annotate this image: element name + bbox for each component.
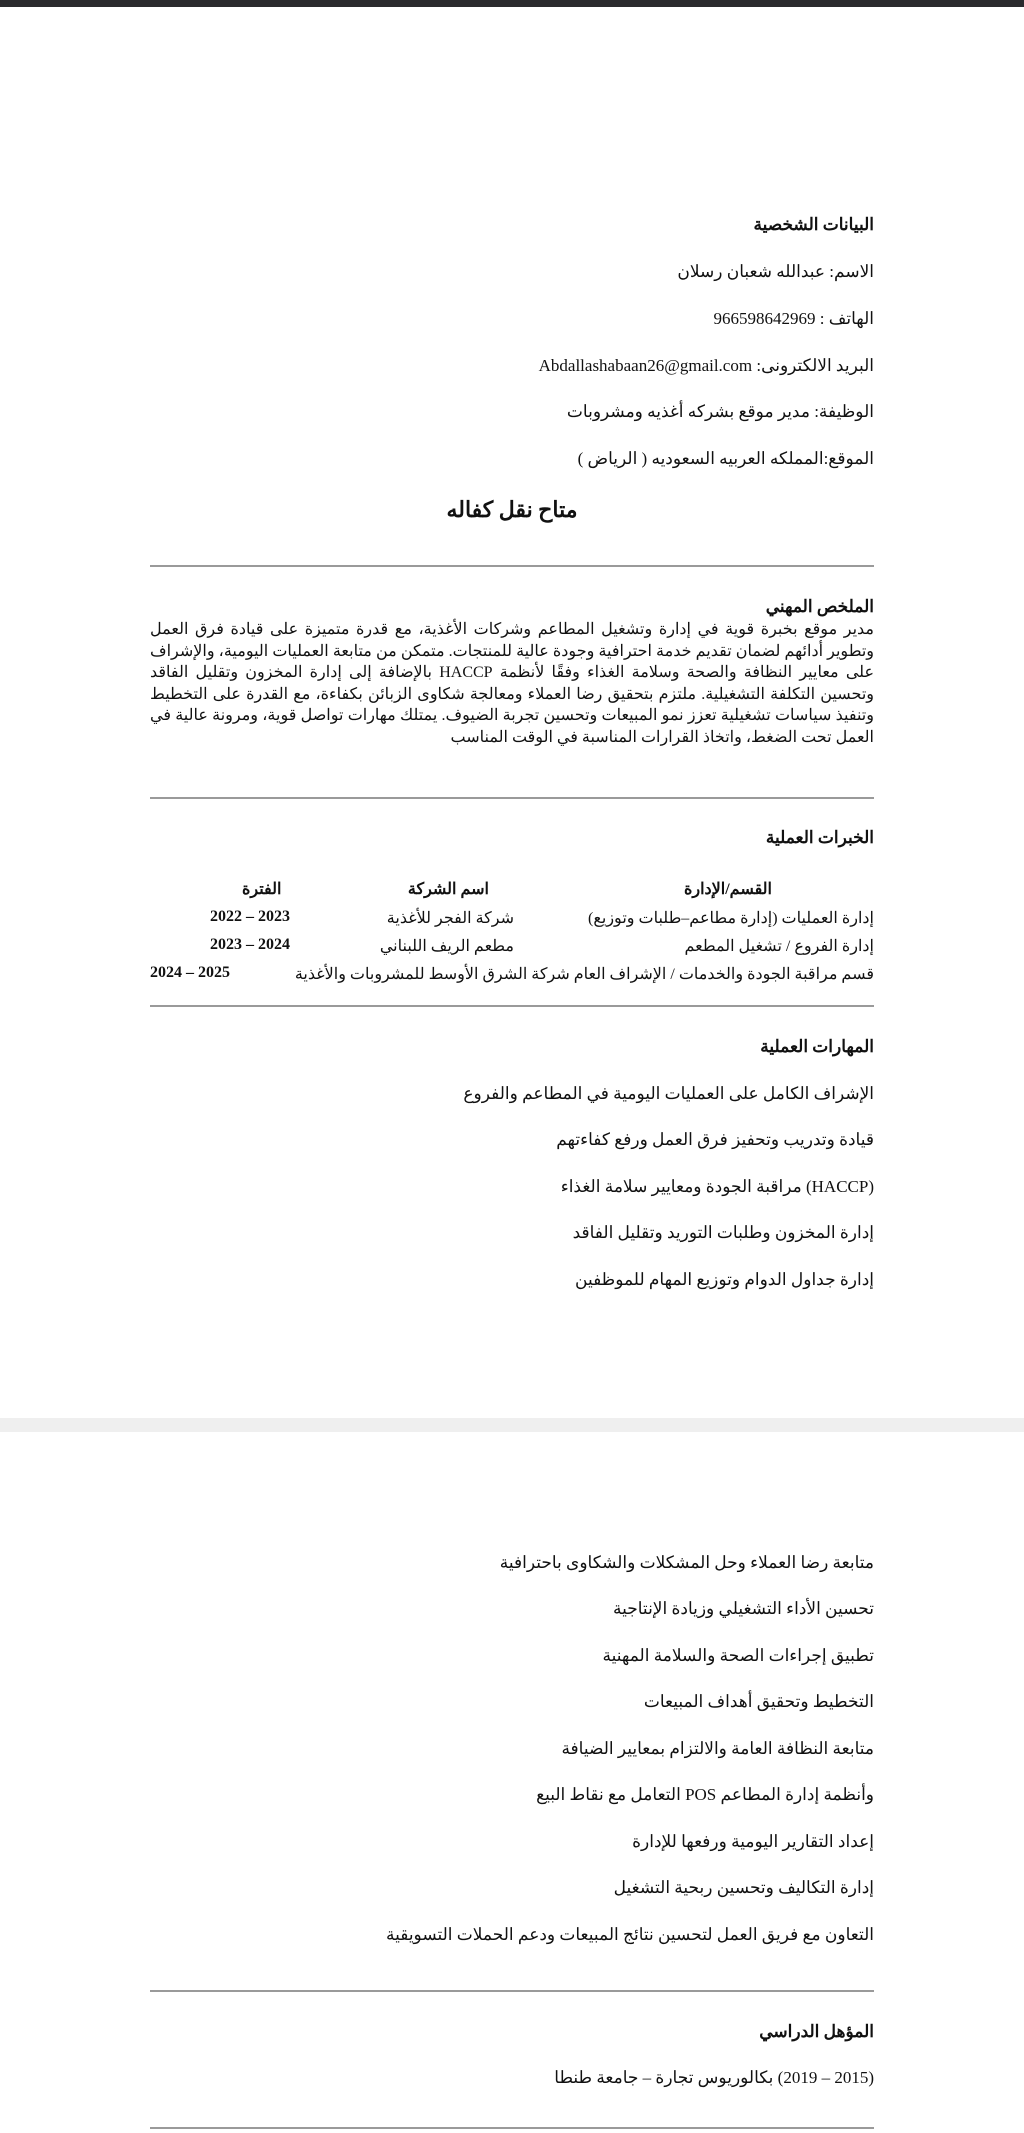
viewer-top-bar bbox=[0, 0, 1024, 7]
row-dept: قسم مراقبة الجودة والخدمات / الإشراف العام شركة الشرق الأوسط للمشروبات والأغذية bbox=[294, 966, 874, 983]
skill-item: متابعة النظافة العامة والالتزام بمعايير الضيافة bbox=[561, 1739, 874, 1758]
skill-item: متابعة رضا العملاء وحل المشكلات والشكاوى باحترافية bbox=[499, 1553, 874, 1572]
skills-heading: المهارات العملية bbox=[760, 1037, 874, 1056]
row-company: شركة الفجر للأغذية bbox=[386, 910, 514, 927]
transfer-note: متاح نقل كفاله bbox=[446, 497, 578, 522]
row-period: 2022 – 2023 bbox=[210, 908, 290, 925]
skill-item: وأنظمة إدارة المطاعم POS التعامل مع نقاط البيع bbox=[536, 1785, 874, 1804]
page-2-content bbox=[150, 1432, 874, 2133]
column-header-period: الفترة bbox=[242, 881, 282, 898]
email-line: البريد الالكترونى: Abdallashabaan26@gmail.com bbox=[538, 356, 874, 375]
table-header-row bbox=[150, 879, 874, 903]
education-degree: (2015 – 2019) بكالوريوس تجارة – جامعة طنطا bbox=[554, 2068, 874, 2087]
table-row bbox=[150, 936, 874, 960]
education-heading: المؤهل الدراسي bbox=[759, 2022, 874, 2041]
skill-item: (HACCP) مراقبة الجودة ومعايير سلامة الغذاء bbox=[560, 1177, 874, 1196]
row-company: مطعم الريف اللبناني bbox=[379, 938, 514, 955]
skill-item: التخطيط وتحقيق أهداف المبيعات bbox=[643, 1692, 874, 1711]
page-1-content bbox=[150, 7, 874, 1418]
column-header-company: اسم الشركة bbox=[407, 881, 489, 898]
skill-item: إعداد التقارير اليومية ورفعها للإدارة bbox=[632, 1832, 874, 1851]
document-page-1 bbox=[0, 7, 1024, 1418]
experience-heading: الخبرات العملية bbox=[765, 828, 874, 847]
table-row bbox=[150, 964, 874, 988]
column-header-dept: القسم/الإدارة bbox=[683, 881, 772, 898]
table-row bbox=[150, 908, 874, 932]
skill-item: إدارة التكاليف وتحسين ربحية التشغيل bbox=[613, 1878, 874, 1897]
skill-item: الإشراف الكامل على العمليات اليومية في المطاعم والفروع bbox=[463, 1084, 874, 1103]
location-line: الموقع:المملكه العربيه السعوديه ( الرياض ) bbox=[577, 449, 874, 468]
row-period: 2023 – 2024 bbox=[210, 936, 290, 953]
divider bbox=[150, 565, 874, 567]
skill-item: إدارة المخزون وطلبات التوريد وتقليل الفاقد bbox=[572, 1223, 874, 1242]
skill-item: التعاون مع فريق العمل لتحسين نتائج المبيعات ودعم الحملات التسويقية bbox=[385, 1925, 874, 1944]
divider bbox=[150, 1005, 874, 1007]
summary-text: مدير موقع بخبرة قوية في إدارة وتشغيل المطاعم وشركات الأغذية، مع قدرة متميزة على قيادة فرق العمل وتطوير أدائهم لضمان تقديم خدمة احترافية وجودة عالية للمنتجات. متمكن من متابعة العمليات اليومية، والإشراف على معايير النظافة والصحة وسلامة الغذاء وفقًا لأنظمة HACCP بالإضافة إلى إدارة المخزون وتقليل الفاقد وتحسين التكلفة التشغيلية. ملتزم بتحقيق رضا العملاء ومعالجة شكاوى الزبائن بكفاءة، مع القدرة على التخطيط وتنفيذ سياسات تشغيلية تعزز نمو المبيعات وتحسين تجربة الضيوف. يمتلك مهارات تواصل قوية، ومرونة عالية في العمل تحت الضغط، واتخاذ القرارات المناسبة في الوقت المناسب bbox=[150, 621, 875, 746]
job-line: الوظيفة: مدير موقع بشركه أغذيه ومشروبات bbox=[566, 402, 874, 421]
name-line: الاسم: عبدالله شعبان رسلان bbox=[677, 262, 874, 281]
skill-item: تحسين الأداء التشغيلي وزيادة الإنتاجية bbox=[613, 1599, 874, 1618]
skill-item: تطبيق إجراءات الصحة والسلامة المهنية bbox=[602, 1646, 874, 1665]
personal-heading: البيانات الشخصية bbox=[753, 215, 874, 234]
summary-heading: الملخص المهني bbox=[765, 597, 874, 616]
divider bbox=[150, 1990, 874, 1992]
row-dept: إدارة الفروع / تشغيل المطعم bbox=[684, 938, 874, 955]
divider bbox=[150, 2127, 874, 2129]
document-page-2 bbox=[0, 1432, 1024, 2133]
divider bbox=[150, 797, 874, 799]
skill-item: إدارة جداول الدوام وتوزيع المهام للموظفين bbox=[575, 1270, 874, 1289]
phone-line: الهاتف : 966598642969 bbox=[713, 309, 874, 328]
skill-item: قيادة وتدريب وتحفيز فرق العمل ورفع كفاءتهم bbox=[556, 1130, 874, 1149]
row-period: 2024 – 2025 bbox=[150, 964, 230, 981]
row-dept: إدارة العمليات (إدارة مطاعم–طلبات وتوزيع) bbox=[588, 910, 874, 927]
